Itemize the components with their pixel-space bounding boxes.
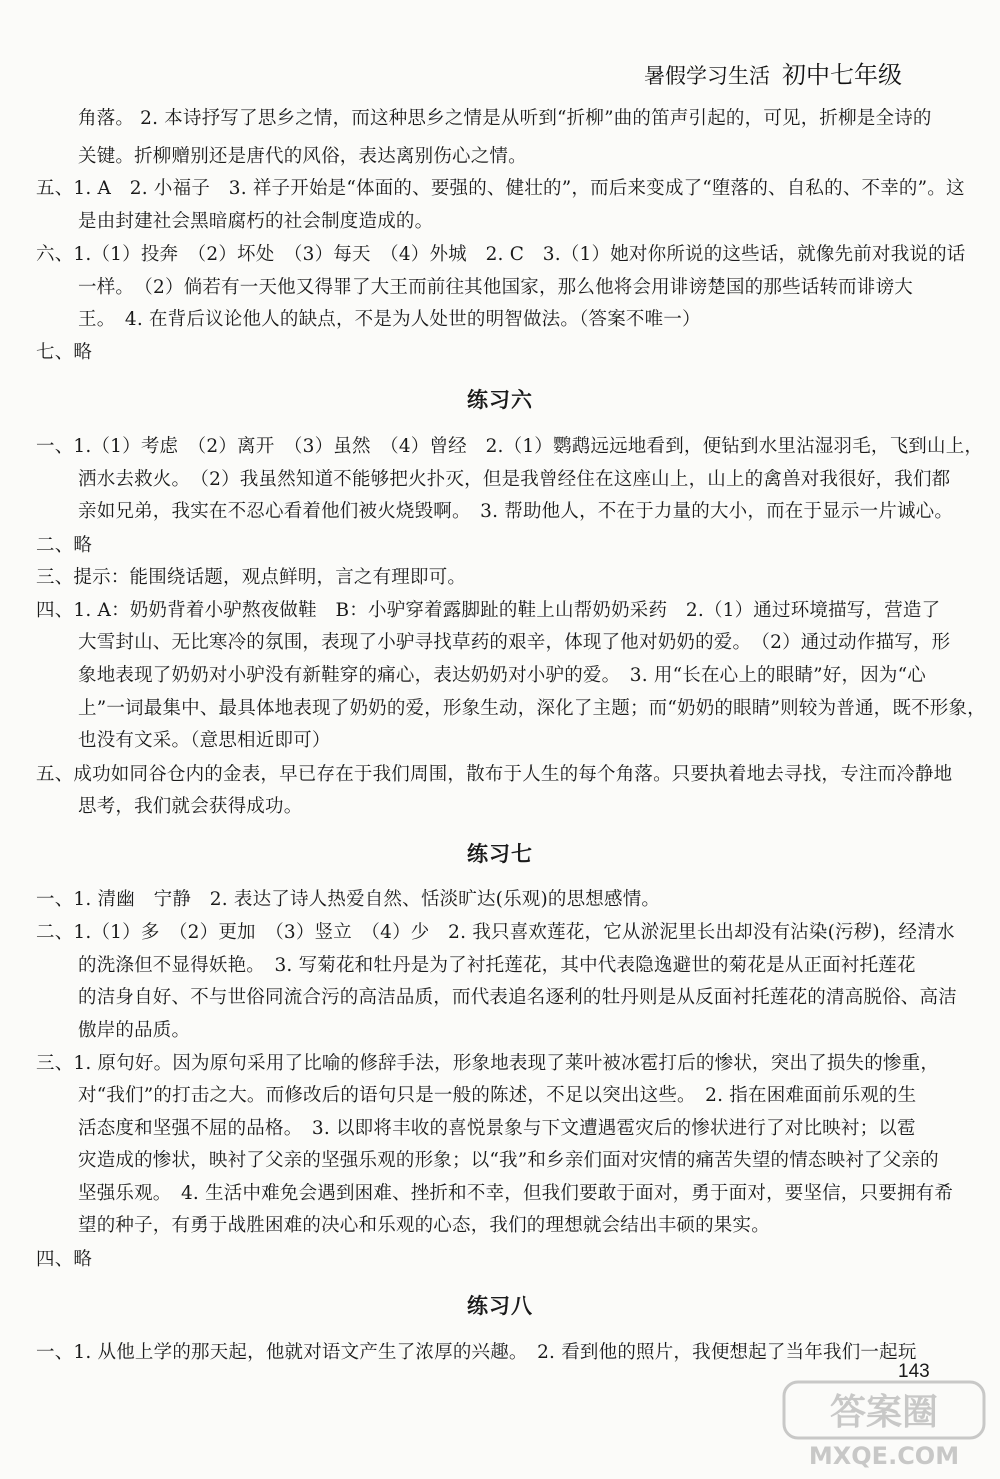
answer-line: 四、1. A：奶奶背着小驴熬夜做鞋 B：小驴穿着露脚趾的鞋上山帮奶奶采药 2.（1）通过环境描写，营造了 (36, 600, 941, 621)
answer-line: 王。 4. 在背后议论他人的缺点，不是为人处世的明智做法。（答案不唯一） (78, 309, 701, 330)
answer-line: 关键。折柳赠别还是唐代的风俗，表达离别伤心之情。 (78, 146, 527, 167)
answer-line: 洒水去救火。 （2）我虽然知道不能够把火扑灭，但是我曾经住在这座山上，山上的禽兽对我很好，我们都 (78, 469, 951, 490)
answer-line: 活态度和坚强不屈的品格。 3. 以即将丰收的喜悦景象与下文遭遇雹灾后的惨状进行了对比映衬；以雹 (78, 1118, 916, 1139)
answer-line: 一、1. 从他上学的那天起，他就对语文产生了浓厚的兴趣。 2. 看到他的照片，我便想起了当年我们一起玩 (36, 1342, 917, 1363)
section-title: 练习七 (467, 842, 533, 866)
answer-line: 一、1. 清幽 宁静 2. 表达了诗人热爱自然、恬淡旷达(乐观)的思想感情。 (36, 889, 661, 910)
answer-line: 一样。 （2）倘若有一天他又得罪了大王而前往其他国家，那么他将会用诽谤楚国的那些话转而诽谤大 (78, 277, 913, 298)
answer-line: 五、1. A 2. 小福子 3. 祥子开始是“体面的、要强的、健壮的”，而后来变成了“堕落的、自私的、不幸的”。这 (36, 178, 965, 199)
answer-line: 三、1. 原句好。因为原句采用了比喻的修辞手法，形象地表现了莱叶被冰雹打后的惨状，突出了损失的惨重， (36, 1053, 940, 1074)
page-number: 143 (898, 1361, 930, 1382)
answer-line: 傲岸的品质。 (78, 1020, 191, 1041)
svg-text:MXQE.COM: MXQE.COM (808, 1442, 960, 1470)
answer-line: 六、1.（1）投奔 （2）坏处 （3）每天 （4）外城 2. C 3.（1）她对你所说的这些话，就像先前对我说的话 (36, 244, 966, 265)
answer-line: 象地表现了奶奶对小驴没有新鞋穿的痛心，表达奶奶对小驴的爱。 3. 用“长在心上的眼睛”好，因为“心 (78, 665, 926, 686)
answer-line: 灾造成的惨状，映衬了父亲的坚强乐观的形象；以“我”和乡亲们面对灾情的痛苦失望的情态映衬了父亲的 (78, 1150, 939, 1171)
answer-line: 角落。 2. 本诗抒写了思乡之情，而这种思乡之情是从听到“折柳”曲的笛声引起的，可见，折柳是全诗的 (78, 108, 932, 129)
answer-line: 是由封建社会黑暗腐朽的社会制度造成的。 (78, 211, 434, 232)
answer-line: 五、成功如同谷仓内的金表，早已存在于我们周围，散布于人生的每个角落。只要执着地去寻找，专注而冷静地 (36, 764, 953, 785)
answer-line: 一、1.（1）考虑 （2）离开 （3）虽然 （4）曾经 2.（1）鹦鹉远远地看到，便钻到水里沾湿羽毛，飞到山上， (36, 436, 984, 457)
answer-line: 思考，我们就会获得成功。 (78, 796, 303, 817)
answer-line: 大雪封山、无比寒冷的氛围，表现了小驴寻找草药的艰辛，体现了他对奶奶的爱。 （2）通过动作描写，形 (78, 632, 951, 653)
answer-line: 望的种子，有勇于战胜困难的决心和乐观的心态，我们的理想就会结出丰硕的果实。 (78, 1215, 770, 1236)
svg-text:答案圈: 答案圈 (829, 1392, 939, 1433)
answer-line: 二、略 (36, 535, 93, 556)
page-header (644, 55, 902, 90)
answer-line: 四、略 (36, 1249, 93, 1270)
answer-line: 三、提示：能围绕话题，观点鲜明，言之有理即可。 (36, 567, 467, 588)
answer-line: 的洁身自好、不与世俗同流合污的高洁品质，而代表追名逐利的牡丹则是从反面衬托莲花的清高脱俗、高洁 (78, 987, 957, 1008)
answer-line: 二、1.（1）多 （2）更加 （3）竖立 （4）少 2. 我只喜欢莲花，它从淤泥里长出却没有沾染(污秽)，经清水 (36, 922, 955, 943)
section-title: 练习八 (467, 1294, 533, 1318)
grade-label: 初中七年级 (782, 61, 902, 89)
book-title: 暑假学习生活 (644, 64, 770, 88)
answer-line: 也没有文采。（意思相近即可） (78, 730, 331, 751)
answer-line: 对“我们”的打击之大。而修改后的语句只是一般的陈述，不足以突出这些。 2. 指在困难面前乐观的生 (78, 1085, 917, 1106)
answer-line: 坚强乐观。 4. 生活中难免会遇到困难、挫折和不幸，但我们要敢于面对，勇于面对，要坚信，只要拥有希 (78, 1183, 954, 1204)
answer-line: 七、略 (36, 342, 93, 363)
answer-line: 的洗涤但不显得妖艳。 3. 写菊花和牡丹是为了衬托莲花，其中代表隐逸避世的菊花是从正面衬托莲花 (78, 955, 916, 976)
section-title: 练习六 (467, 388, 533, 412)
watermark-logo (778, 1372, 990, 1472)
answer-line: 亲如兄弟，我实在不忍心看着他们被火烧毁啊。 3. 帮助他人，不在于力量的大小，而在于显示一片诚心。 (78, 501, 954, 522)
answer-line: 上”一词最集中、最具体地表现了奶奶的爱，形象生动，深化了主题；而“奶奶的眼睛”则较为普通，既不形象， (78, 698, 986, 719)
